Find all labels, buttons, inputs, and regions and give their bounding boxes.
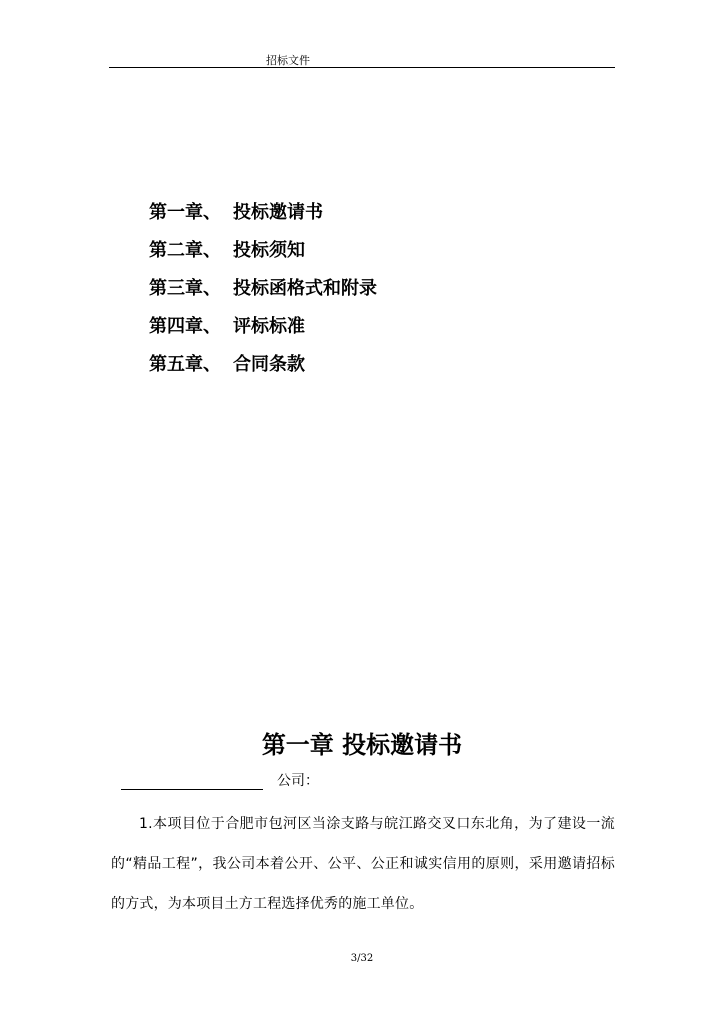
chapter-heading: 第一章 投标邀请书: [261, 731, 463, 759]
salutation-text: 公司：: [277, 773, 319, 789]
toc-chapter-title: 评标标准: [233, 316, 305, 337]
toc-chapter-number: 第一章、: [149, 202, 221, 223]
toc-chapter-title: 投标函格式和附录: [233, 278, 377, 299]
toc-item: [149, 198, 377, 236]
page-number: 3/32: [350, 953, 374, 964]
toc-chapter-number: 第二章、: [149, 240, 221, 261]
toc-chapter-number: 第三章、: [149, 278, 221, 299]
toc-item: [149, 236, 377, 274]
toc-item: [149, 350, 377, 388]
salutation-line: [121, 770, 319, 790]
toc-chapter-title: 投标须知: [233, 240, 305, 261]
header-title: 招标文件: [266, 54, 310, 67]
body-paragraph: 1.本项目位于合肥市包河区当涂支路与皖江路交叉口东北角，为了建设一流的“精品工程”，我公司本着公开、公平、公正和诚实信用的原则，采用邀请招标的方式，为本项目土方工程选择优秀的施工单位。: [111, 816, 615, 912]
toc-chapter-title: 合同条款: [233, 354, 305, 375]
header-divider: [109, 67, 615, 68]
toc-item: [149, 312, 377, 350]
recipient-blank-line: [121, 789, 263, 790]
table-of-contents: [149, 198, 377, 388]
toc-item: [149, 274, 377, 312]
toc-chapter-number: 第四章、: [149, 316, 221, 337]
toc-chapter-title: 投标邀请书: [233, 202, 323, 223]
toc-chapter-number: 第五章、: [149, 354, 221, 375]
